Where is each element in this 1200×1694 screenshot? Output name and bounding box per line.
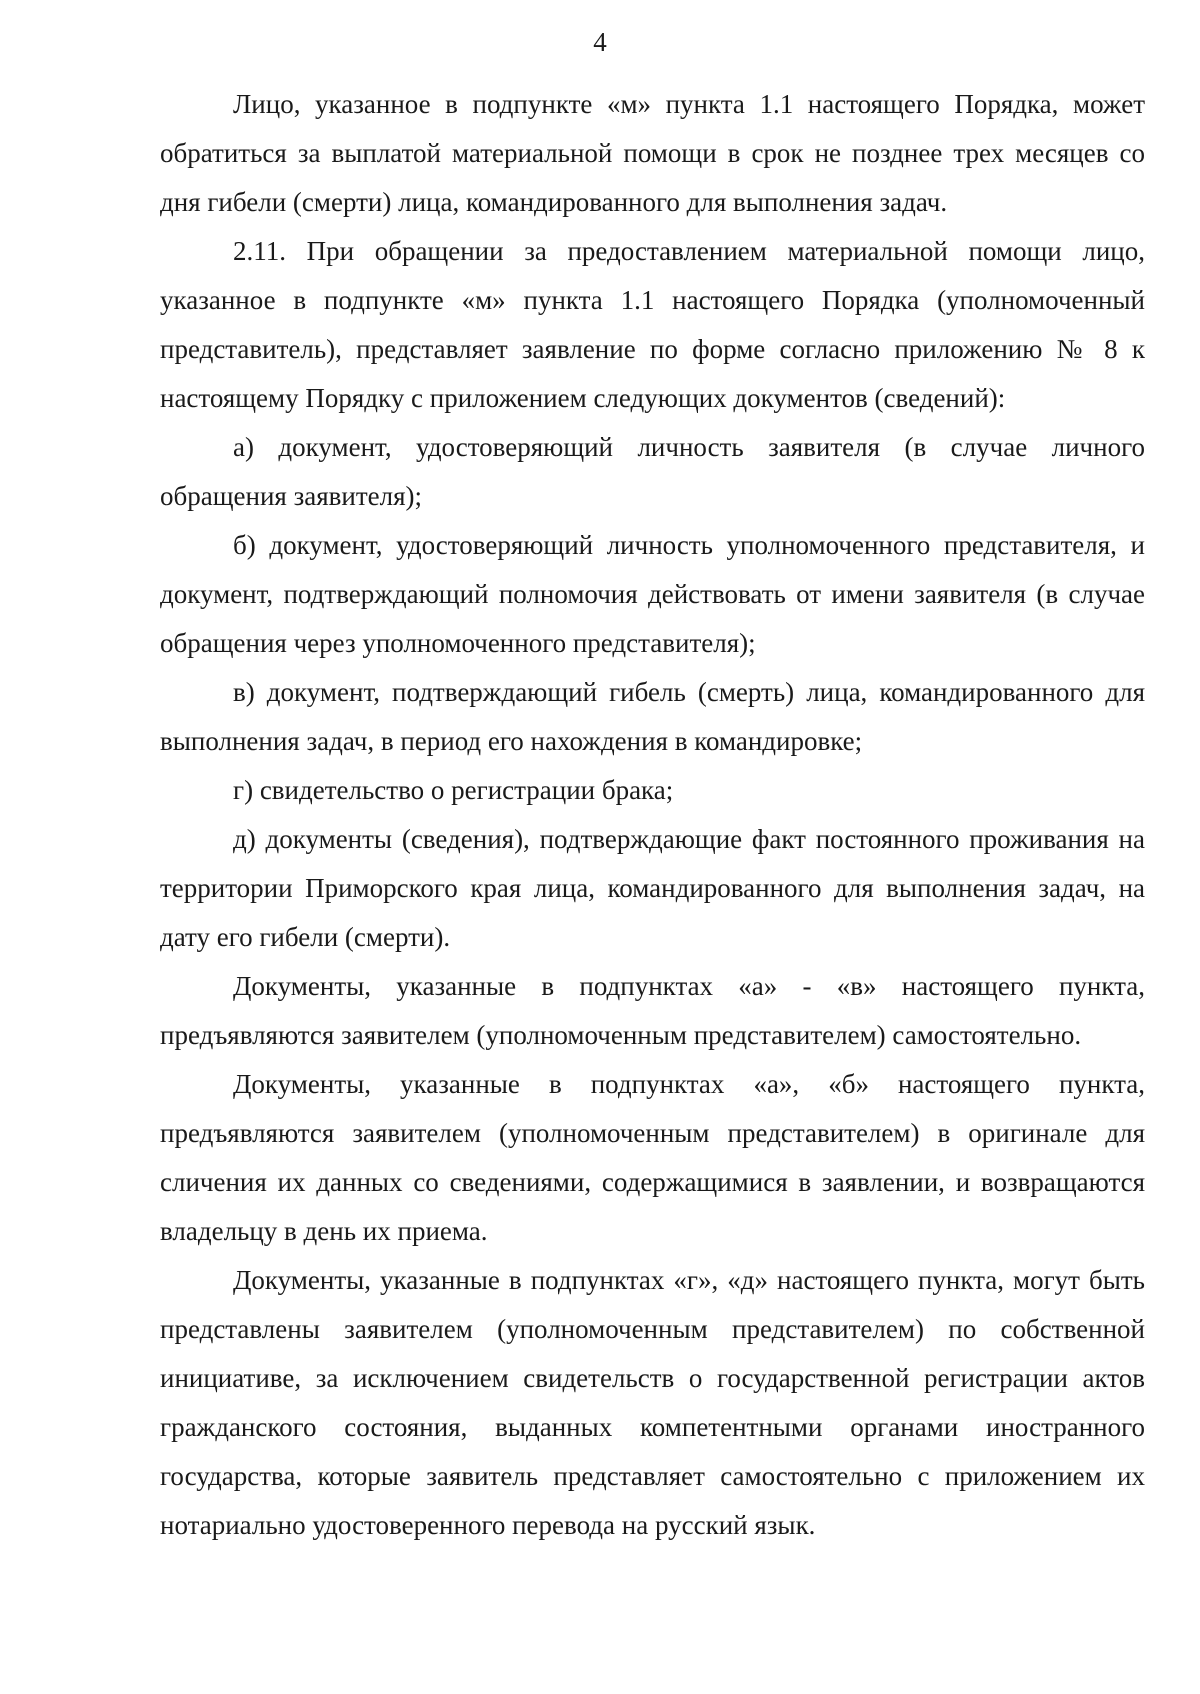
paragraph-documents-a-v: Документы, указанные в подпунктах «а» - «в» настоящего пункта, предъявляются заявителем (уполномоченным представителем) самостоятельно. <box>160 971 1145 1050</box>
page-number: 4 <box>593 27 607 57</box>
list-item-d: д) документы (сведения), подтверждающие факт постоянного проживания на территории Приморского края лица, командированного для выполнения задач, на дату его гибели (смерти). <box>160 824 1145 952</box>
paragraph-documents-a-b: Документы, указанные в подпунктах «а», «б» настоящего пункта, предъявляются заявителем (уполномоченным представителем) в оригинале для сличения их данных со сведениями, содержащимися в заявлении, и возвращаются владельцу в день их приема. <box>160 1069 1145 1246</box>
list-item-g: г) свидетельство о регистрации брака; <box>233 775 674 805</box>
paragraph-2-11: 2.11. При обращении за предоставлением материальной помощи лицо, указанное в подпункте «м» пункта 1.1 настоящего Порядка (уполномоченный представитель), представляет заявление по форме согласно приложению № 8 к настоящему Порядку с приложением следующих документов (сведений): <box>160 236 1145 413</box>
document-body <box>160 80 1145 1550</box>
paragraph-deadline: Лицо, указанное в подпункте «м» пункта 1.1 настоящего Порядка, может обратиться за выплатой материальной помощи в срок не позднее трех месяцев со дня гибели (смерти) лица, командированного для выполнения задач. <box>160 89 1145 217</box>
list-item-a: а) документ, удостоверяющий личность заявителя (в случае личного обращения заявителя); <box>160 432 1145 511</box>
list-item-v: в) документ, подтверждающий гибель (смерть) лица, командированного для выполнения задач, в период его нахождения в командировке; <box>160 677 1145 756</box>
list-item-b: б) документ, удостоверяющий личность уполномоченного представителя, и документ, подтверждающий полномочия действовать от имени заявителя (в случае обращения через уполномоченного представителя); <box>160 530 1145 658</box>
paragraph-documents-g-d: Документы, указанные в подпунктах «г», «д» настоящего пункта, могут быть представлены заявителем (уполномоченным представителем) по собственной инициативе, за исключением свидетельств о государственной регистрации актов гражданского состояния, выданных компетентными органами иностранного государства, которые заявитель представляет самостоятельно с приложением их нотариально удостоверенного перевода на русский язык. <box>160 1265 1145 1540</box>
